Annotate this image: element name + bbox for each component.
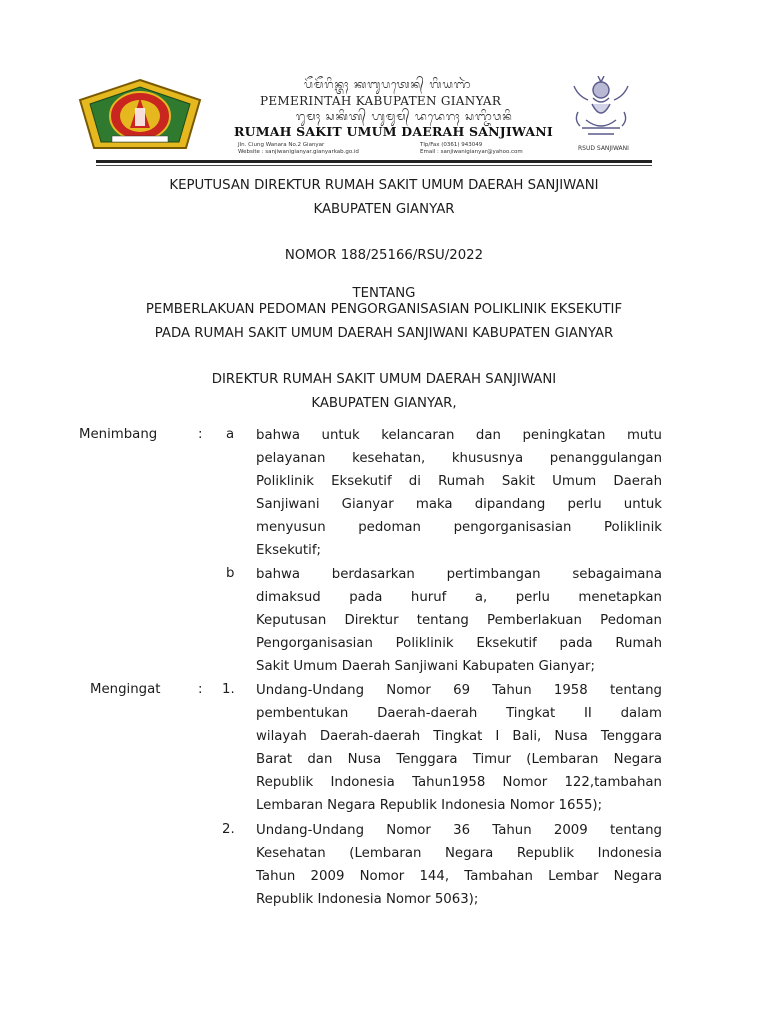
text-line: pelayanan kesehatan, khususnya penanggulangan [256, 451, 662, 466]
text-line: wilayah Daerah-daerah Tingkat I Bali, Nusa Tenggara [256, 729, 662, 744]
decree-title-line-1: KEPUTUSAN DIREKTUR RUMAH SAKIT UMUM DAERAH SANJIWANI [169, 178, 599, 193]
text-line: dimaksud pada huruf a, perlu menetapkan [256, 590, 662, 605]
menimbang-marker-b: b [226, 566, 235, 581]
text-line: Lembaran Negara Republik Indonesia Nomor 1655); [256, 798, 603, 813]
phone-line: Tlp/Fax (0361) 943049 [420, 142, 483, 148]
menimbang-colon: : [198, 427, 203, 442]
menimbang-item-b [256, 563, 662, 678]
text-line: Poliklinik Eksekutif di Rumah Sakit Umum Daerah [256, 474, 662, 489]
text-line: Undang-Undang Nomor 36 Tahun 2009 tentang [256, 823, 662, 838]
issuer-line-2: KABUPATEN GIANYAR, [311, 396, 457, 411]
contact-block [420, 142, 523, 156]
text-line: pembentukan Daerah-daerah Tingkat II dalam [256, 706, 662, 721]
address-block [238, 142, 359, 156]
decree-about-label: TENTANG [352, 286, 416, 301]
text-line: Eksekutif; [256, 543, 321, 558]
text-line: bahwa berdasarkan pertimbangan sebagaimana [256, 567, 662, 582]
text-line: bahwa untuk kelancaran dan peningkatan mutu [256, 428, 662, 443]
mengingat-colon: : [198, 682, 203, 697]
email-line: Email : sanjiwanigianyar@yahoo.com [420, 149, 523, 155]
decree-subject-line-1: PEMBERLAKUAN PEDOMAN PENGORGANISASIAN POLIKLINIK EKSEKUTIF [145, 302, 623, 317]
balinese-script-hospital: ᬭᬸᬫᬄ ᬲᬓᬶᬢ᭄ ᬳᬸᬫᬸᬫ᭄ ᬤᬤᬾᬭᬄ ᬲᬜ᭄ᬚᬶᬯᬦᬶ [296, 110, 513, 123]
text-line: Pengorganisasian Poliklinik Eksekutif pada Rumah [256, 636, 662, 651]
text-line: menyusun pedoman pengorganisasian Poliklinik [256, 520, 662, 535]
text-line: Republik Indonesia Tahun1958 Nomor 122,tambahan [256, 775, 662, 790]
address-line: Jln. Ciung Wanara No.2 Gianyar [238, 142, 325, 148]
letterhead [78, 70, 652, 164]
menimbang-item-a [256, 424, 662, 562]
text-line: Sakit Umum Daerah Sanjiwani Kabupaten Gianyar; [256, 659, 596, 674]
decree-subject-line-2: PADA RUMAH SAKIT UMUM DAERAH SANJIWANI KABUPATEN GIANYAR [154, 326, 614, 341]
right-logo-label: RSUD SANJIWANI [578, 145, 629, 152]
text-line: Undang-Undang Nomor 69 Tahun 1958 tentang [256, 683, 662, 698]
letterhead-rule-thick [96, 160, 652, 163]
mengingat-label: Mengingat [90, 682, 161, 697]
mengingat-item-1 [256, 679, 662, 817]
mengingat-item-2 [256, 819, 662, 911]
gianyar-regency-emblem-icon [78, 78, 202, 152]
mengingat-marker-2: 2. [222, 822, 235, 837]
sanjiwani-deity-logo-icon [568, 76, 634, 138]
text-line: Tahun 2009 Nomor 144, Tambahan Lembar Negara [256, 869, 662, 884]
mengingat-marker-1: 1. [222, 682, 235, 697]
letterhead-rule-thin [96, 165, 652, 166]
text-line: Sanjiwani Gianyar maka dipandang perlu untuk [256, 497, 662, 512]
decree-number: NOMOR 188/25166/RSU/2022 [284, 248, 484, 263]
menimbang-marker-a: a [226, 427, 235, 442]
issuer-line-1: DIREKTUR RUMAH SAKIT UMUM DAERAH SANJIWANI [211, 372, 557, 387]
balinese-script-government: ᬧᭂᬫᭂᬭᬶᬦ᭄ᬢᬄ ᬓᬩᬸᬧᬢᬾᬦ᭄ ᬕᬶᬬᬜᬃ [304, 78, 472, 91]
decree-title-line-2: KABUPATEN GIANYAR [313, 202, 455, 217]
hospital-name: RUMAH SAKIT UMUM DAERAH SANJIWANI [234, 124, 553, 139]
government-name: PEMERINTAH KABUPATEN GIANYAR [260, 94, 502, 108]
text-line: Keputusan Direktur tentang Pemberlakuan Pedoman [256, 613, 662, 628]
text-line: Kesehatan (Lembaran Negara Republik Indonesia [256, 846, 662, 861]
text-line: Republik Indonesia Nomor 5063); [256, 892, 479, 907]
text-line: Barat dan Nusa Tenggara Timur (Lembaran Negara [256, 752, 662, 767]
menimbang-label: Menimbang [79, 427, 158, 442]
website-line: Website : sanjiwanigianyar.gianyarkab.go.id [238, 149, 359, 155]
